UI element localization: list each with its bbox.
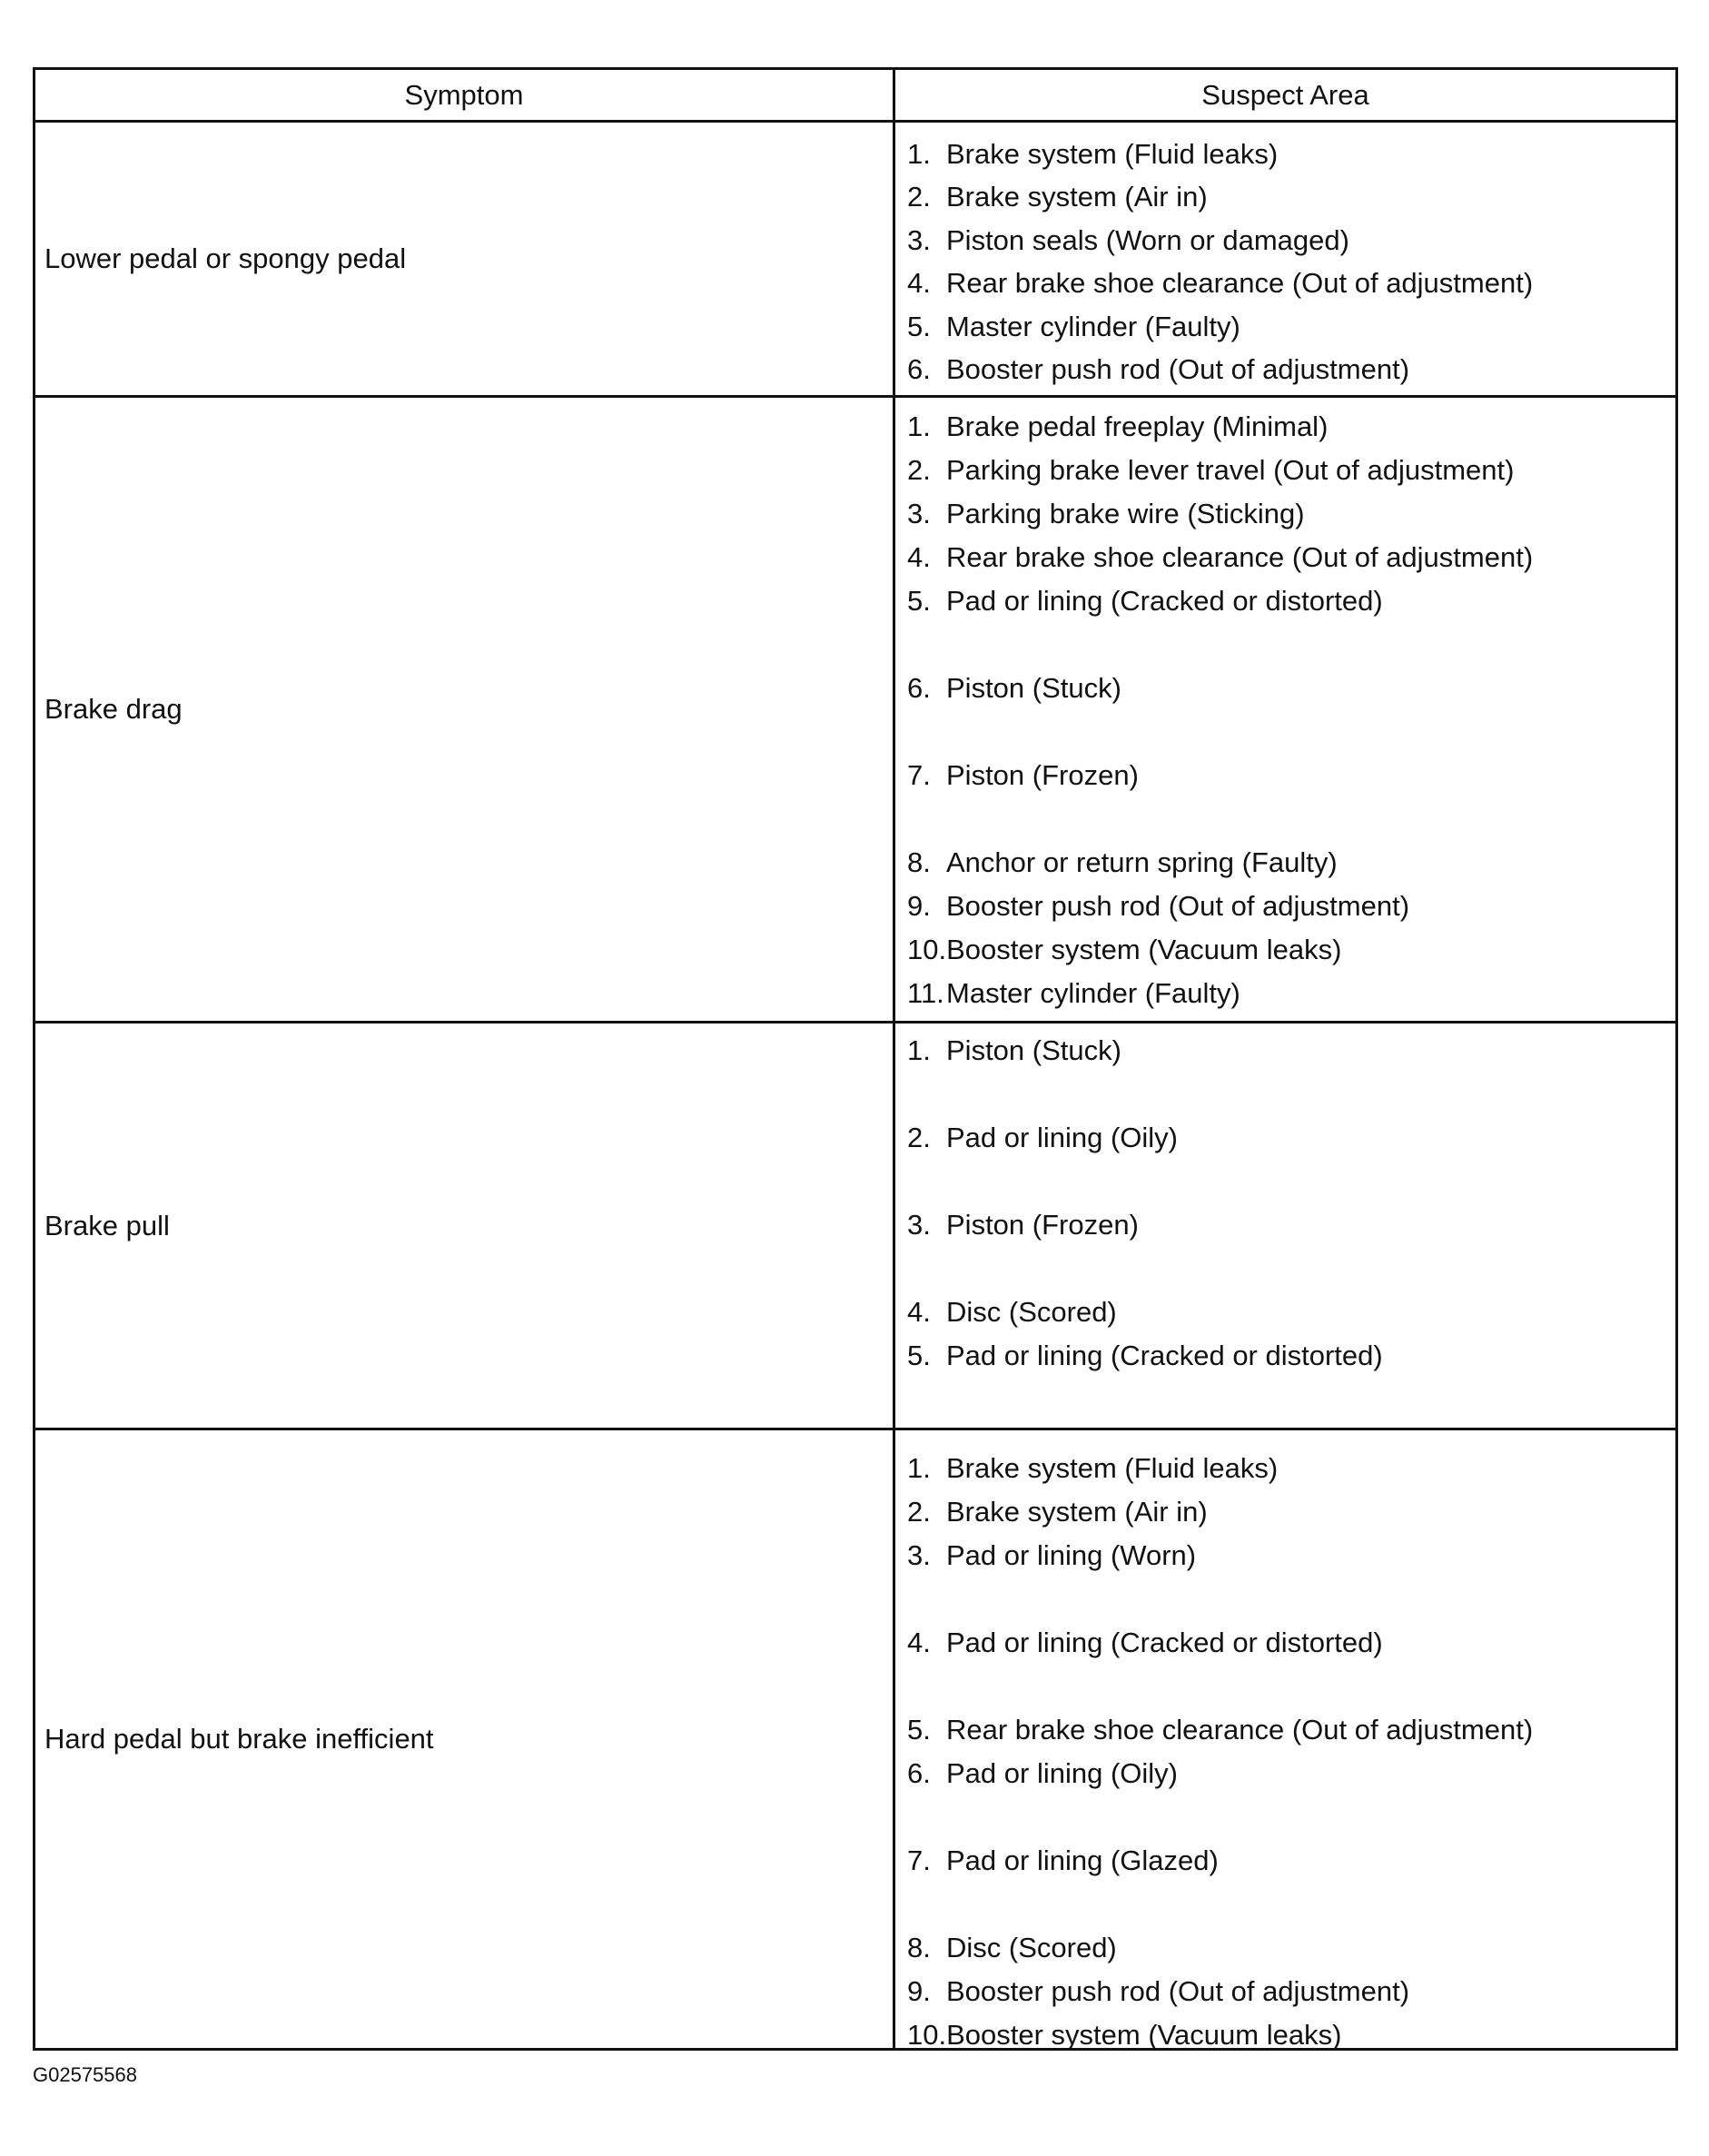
suspect-area-item bbox=[907, 1494, 1208, 1530]
suspect-area-column-header: Suspect Area bbox=[1201, 78, 1369, 111]
suspect-area-cell bbox=[907, 1430, 1675, 2051]
item-text: Booster push rod (Out of adjustment) bbox=[946, 1975, 1410, 2007]
suspect-area-item bbox=[907, 1843, 1219, 1879]
suspect-area-item bbox=[907, 1207, 1139, 1243]
table-header-row bbox=[35, 70, 1675, 123]
item-text: Pad or lining (Oily) bbox=[946, 1757, 1178, 1789]
item-number: 1. bbox=[907, 1034, 931, 1066]
item-number: 11. bbox=[907, 977, 944, 1009]
item-text: Disc (Scored) bbox=[946, 1932, 1117, 1963]
item-number: 7. bbox=[907, 759, 931, 791]
suspect-area-cell bbox=[907, 1024, 1675, 1428]
item-text: Brake system (Air in) bbox=[946, 1496, 1208, 1528]
item-text: Piston (Stuck) bbox=[946, 672, 1121, 704]
item-number: 5. bbox=[907, 311, 931, 342]
item-number: 3. bbox=[907, 1539, 931, 1571]
suspect-area-item bbox=[907, 1450, 1278, 1487]
item-number: 4. bbox=[907, 1627, 931, 1658]
symptom-cell: Lower pedal or spongy pedal bbox=[44, 242, 407, 274]
suspect-area-item bbox=[907, 1712, 1533, 1748]
symptom-column-header: Symptom bbox=[404, 78, 524, 111]
item-number: 10. bbox=[907, 934, 947, 965]
item-text: Parking brake wire (Sticking) bbox=[946, 498, 1305, 529]
suspect-area-item bbox=[907, 409, 1328, 445]
item-text: Rear brake shoe clearance (Out of adjustment) bbox=[946, 541, 1534, 573]
item-text: Brake system (Air in) bbox=[946, 181, 1208, 213]
item-number: 3. bbox=[907, 1209, 931, 1241]
item-text: Piston (Frozen) bbox=[946, 759, 1139, 791]
item-text: Brake system (Fluid leaks) bbox=[946, 1452, 1279, 1484]
symptom-cell: Brake pull bbox=[44, 1209, 170, 1241]
item-number: 9. bbox=[907, 1975, 931, 2007]
suspect-area-item bbox=[907, 1120, 1178, 1156]
item-number: 2. bbox=[907, 1122, 931, 1153]
suspect-area-item bbox=[907, 975, 1240, 1012]
suspect-area-item bbox=[907, 670, 1121, 707]
suspect-area-item bbox=[907, 1033, 1121, 1069]
item-text: Pad or lining (Cracked or distorted) bbox=[946, 585, 1383, 617]
item-number: 6. bbox=[907, 353, 931, 385]
item-text: Pad or lining (Worn) bbox=[946, 1539, 1197, 1571]
item-text: Pad or lining (Oily) bbox=[946, 1122, 1178, 1153]
item-text: Pad or lining (Cracked or distorted) bbox=[946, 1340, 1383, 1371]
table-row bbox=[35, 1024, 1675, 1430]
item-text: Disc (Scored) bbox=[946, 1296, 1117, 1328]
item-number: 7. bbox=[907, 1844, 931, 1876]
item-text: Piston seals (Worn or damaged) bbox=[946, 224, 1349, 256]
document-id: G02575568 bbox=[33, 2063, 137, 2086]
item-text: Anchor or return spring (Faulty) bbox=[946, 846, 1338, 878]
item-text: Piston (Stuck) bbox=[946, 1034, 1121, 1066]
suspect-area-cell bbox=[907, 123, 1675, 395]
item-number: 2. bbox=[907, 1496, 931, 1528]
suspect-area-item bbox=[907, 845, 1338, 881]
item-text: Brake pedal freeplay (Minimal) bbox=[946, 410, 1329, 442]
suspect-area-item bbox=[907, 452, 1514, 489]
suspect-area-item bbox=[907, 351, 1409, 388]
suspect-area-item bbox=[907, 539, 1533, 576]
item-text: Booster system (Vacuum leaks) bbox=[946, 934, 1342, 965]
item-number: 5. bbox=[907, 585, 931, 617]
item-text: Parking brake lever travel (Out of adjustment) bbox=[946, 454, 1515, 486]
suspect-area-item bbox=[907, 757, 1139, 794]
item-number: 10. bbox=[907, 2019, 947, 2051]
item-text: Rear brake shoe clearance (Out of adjustment) bbox=[946, 267, 1534, 299]
item-number: 3. bbox=[907, 224, 931, 256]
suspect-area-item bbox=[907, 223, 1349, 259]
item-text: Master cylinder (Faulty) bbox=[946, 311, 1240, 342]
suspect-area-item bbox=[907, 1338, 1383, 1374]
suspect-area-item bbox=[907, 932, 1341, 968]
item-text: Pad or lining (Glazed) bbox=[946, 1844, 1219, 1876]
item-text: Rear brake shoe clearance (Out of adjustment) bbox=[946, 1714, 1534, 1746]
item-text: Pad or lining (Cracked or distorted) bbox=[946, 1627, 1383, 1658]
item-text: Master cylinder (Faulty) bbox=[946, 977, 1240, 1009]
item-number: 5. bbox=[907, 1714, 931, 1746]
item-number: 4. bbox=[907, 541, 931, 573]
item-number: 8. bbox=[907, 846, 931, 878]
suspect-area-item bbox=[907, 1930, 1117, 1966]
table-row bbox=[35, 123, 1675, 398]
suspect-area-item bbox=[907, 1755, 1178, 1792]
item-text: Booster push rod (Out of adjustment) bbox=[946, 890, 1410, 922]
item-number: 6. bbox=[907, 672, 931, 704]
suspect-area-item bbox=[907, 179, 1208, 215]
item-number: 1. bbox=[907, 138, 931, 170]
item-number: 1. bbox=[907, 1452, 931, 1484]
item-number: 2. bbox=[907, 181, 931, 213]
table-row bbox=[35, 398, 1675, 1024]
troubleshooting-table bbox=[33, 67, 1678, 2051]
item-number: 5. bbox=[907, 1340, 931, 1371]
suspect-area-item bbox=[907, 1625, 1383, 1661]
suspect-area-item bbox=[907, 496, 1305, 532]
table-row bbox=[35, 1430, 1675, 2051]
suspect-area-item bbox=[907, 1973, 1409, 2010]
item-number: 2. bbox=[907, 454, 931, 486]
suspect-area-item bbox=[907, 265, 1533, 302]
suspect-area-item bbox=[907, 2017, 1341, 2053]
item-number: 6. bbox=[907, 1757, 931, 1789]
item-number: 3. bbox=[907, 498, 931, 529]
item-text: Booster push rod (Out of adjustment) bbox=[946, 353, 1410, 385]
item-text: Booster system (Vacuum leaks) bbox=[946, 2019, 1342, 2051]
suspect-area-item bbox=[907, 888, 1409, 925]
suspect-area-item bbox=[907, 136, 1278, 173]
item-text: Brake system (Fluid leaks) bbox=[946, 138, 1279, 170]
suspect-area-item bbox=[907, 583, 1383, 619]
suspect-area-cell bbox=[907, 398, 1675, 1021]
suspect-area-item bbox=[907, 309, 1240, 345]
item-number: 1. bbox=[907, 410, 931, 442]
symptom-cell: Hard pedal but brake inefficient bbox=[44, 1723, 434, 1755]
item-number: 4. bbox=[907, 267, 931, 299]
suspect-area-item bbox=[907, 1538, 1196, 1574]
suspect-area-item bbox=[907, 1294, 1117, 1330]
item-number: 8. bbox=[907, 1932, 931, 1963]
item-number: 9. bbox=[907, 890, 931, 922]
symptom-cell: Brake drag bbox=[44, 693, 183, 725]
item-text: Piston (Frozen) bbox=[946, 1209, 1139, 1241]
item-number: 4. bbox=[907, 1296, 931, 1328]
